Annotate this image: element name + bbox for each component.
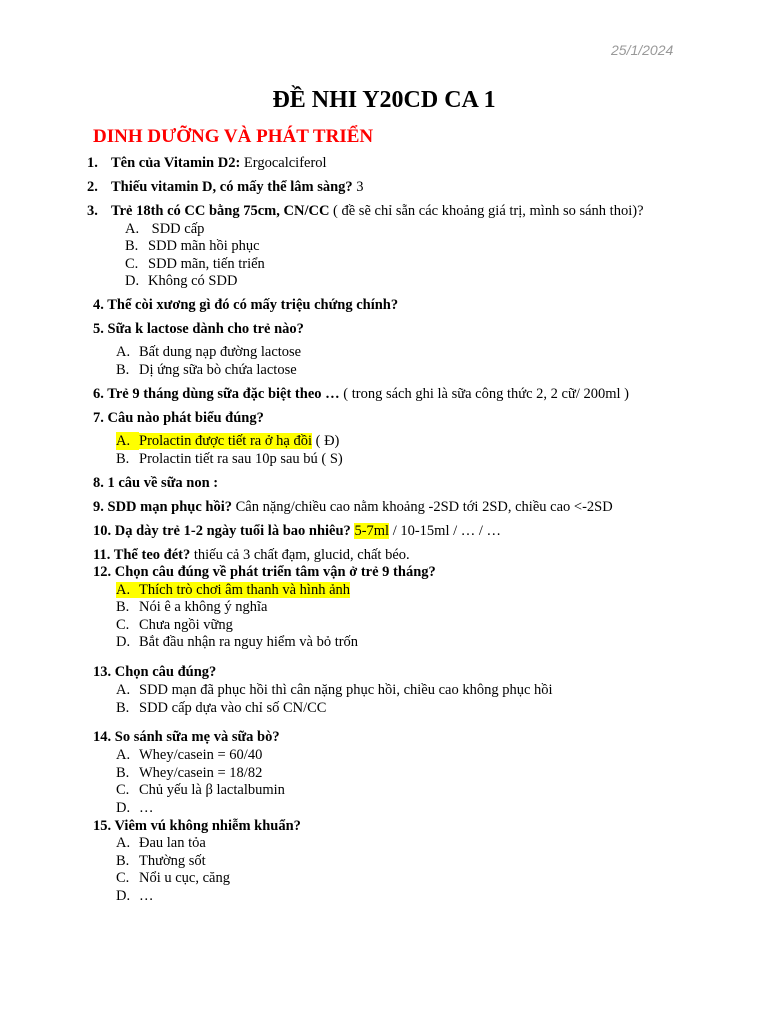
question-11: 11. Thể teo đét? thiếu cả 3 chất đạm, glucid, chất béo. xyxy=(93,547,410,563)
question-8: 8. 1 câu về sữa non : xyxy=(93,475,219,491)
question-7-option-a: A. Prolactin được tiết ra ở hạ đồi ( Đ) xyxy=(116,433,340,449)
question-7-option-b: B. Prolactin tiết ra sau 10p sau bú ( S) xyxy=(116,451,343,467)
question-13-option-a: A. SDD mạn đã phục hồi thì cân nặng phục hồi, chiều cao không phục hồi xyxy=(116,682,553,698)
question-3-option-d: D. Không có SDD xyxy=(125,273,238,289)
question-14-option-c: C. Chủ yếu là β lactalbumin xyxy=(116,782,285,798)
question-3-option-c: C. SDD mãn, tiến triển xyxy=(125,256,265,272)
question-9: 9. SDD mạn phục hồi? Cân nặng/chiều cao nằm khoảng -2SD tới 2SD, chiều cao <-2SD xyxy=(93,499,613,515)
question-14-option-a: A. Whey/casein = 60/40 xyxy=(116,747,263,763)
question-4: 4. Thể còi xương gì đó có mấy triệu chứng chính? xyxy=(93,297,399,313)
document-date: 25/1/2024 xyxy=(611,42,674,58)
document-title: ĐỀ NHI Y20CD CA 1 xyxy=(272,87,496,113)
question-14: 14. So sánh sữa mẹ và sữa bò? xyxy=(93,729,280,745)
question-3-option-b: B. SDD mãn hồi phục xyxy=(125,238,260,254)
question-12-option-d: D. Bắt đầu nhận ra nguy hiểm và bỏ trốn xyxy=(116,634,359,650)
question-14-option-d: D. … xyxy=(116,800,154,816)
question-12-option-b: B. Nói ê a không ý nghĩa xyxy=(116,599,268,615)
question-3-option-a: A. SDD cấp xyxy=(125,221,205,237)
question-15: 15. Viêm vú không nhiễm khuẩn? xyxy=(93,818,301,834)
question-15-option-a: A. Đau lan tỏa xyxy=(116,835,206,851)
question-15-option-c: C. Nổi u cục, căng xyxy=(116,870,230,886)
question-15-option-b: B. Thường sốt xyxy=(116,853,206,869)
question-10: 10. Dạ dày trẻ 1-2 ngày tuổi là bao nhiêu? 5-7ml / 10-15ml / … / … xyxy=(93,523,502,539)
question-5-option-b: B. Dị ứng sữa bò chứa lactose xyxy=(116,362,297,378)
question-13-option-b: B. SDD cấp dựa vào chỉ số CN/CC xyxy=(116,700,327,716)
question-12-option-a: A. Thích trò chơi âm thanh và hình ảnh xyxy=(116,582,351,598)
question-5: 5. Sữa k lactose dành cho trẻ nào? xyxy=(93,321,304,337)
question-3: 3. Trẻ 18th có CC bằng 75cm, CN/CC ( đề sẽ chỉ sẵn các khoảng giá trị, mình so sánh thoi)? xyxy=(87,203,644,219)
question-1: 1. Tên của Vitamin D2: Ergocalciferol xyxy=(87,155,327,171)
question-6: 6. Trẻ 9 tháng dùng sữa đặc biệt theo … ( trong sách ghi là sữa công thức 2, 2 cữ/ 200ml ) xyxy=(93,386,629,402)
question-14-option-b: B. Whey/casein = 18/82 xyxy=(116,765,263,781)
question-12-option-c: C. Chưa ngồi vững xyxy=(116,617,233,633)
question-13: 13. Chọn câu đúng? xyxy=(93,664,217,680)
question-7: 7. Câu nào phát biểu đúng? xyxy=(93,410,264,426)
question-2: 2. Thiếu vitamin D, có mấy thể lâm sàng? 3 xyxy=(87,179,364,195)
section-heading: DINH DƯỠNG VÀ PHÁT TRIỂN xyxy=(93,126,374,147)
question-12: 12. Chọn câu đúng về phát triển tâm vận ở trẻ 9 tháng? xyxy=(93,564,436,580)
question-15-option-d: D. … xyxy=(116,888,154,904)
question-5-option-a: A. Bất dung nạp đường lactose xyxy=(116,344,302,360)
